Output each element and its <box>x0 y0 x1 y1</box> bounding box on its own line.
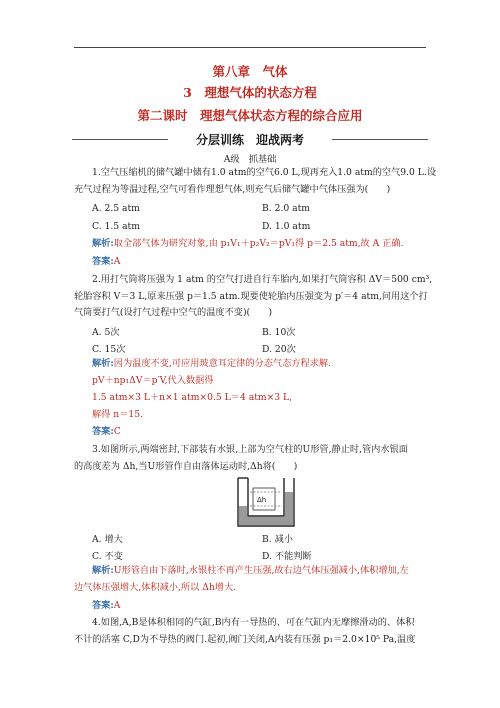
delta-h-label: Δh <box>257 496 267 504</box>
q3-option-d: D. 不能判断 <box>262 551 312 562</box>
q3-option-b: B. 减小 <box>262 534 293 545</box>
q1-answer-value: A <box>113 256 121 267</box>
q3-option-c: C. 不变 <box>92 551 123 562</box>
mercury-bottom <box>239 517 294 526</box>
q3-analysis-cont: 边气体压强增大,体积减小,所以 Δh增大. <box>74 582 237 593</box>
q1-answer-label: 答案: <box>92 256 114 267</box>
q1-option-d: D. 1.0 atm <box>262 221 311 232</box>
q1-option-a: A. 2.5 atm <box>92 203 140 214</box>
mercury-right <box>285 492 294 517</box>
banner-text: 分层训练 迎战两考 <box>195 133 304 147</box>
q1-analysis-label: 解析: <box>92 238 114 249</box>
q2-calc: 1.5 atm×3 L＋n×1 atm×0.5 L＝4 atm×3 L, <box>92 392 293 403</box>
q2-line2: 轮胎容积 V＝3 L,原来压强 p＝1.5 atm.现要使轮胎内压强变为 p′＝4 atm,问用这个打 <box>74 291 428 302</box>
q3-answer <box>92 600 120 612</box>
chapter-title: 第八章 气体 <box>212 64 288 79</box>
q1-line1: 1.空气压缩机的储气罐中储有1.0 atm的空气6.0 L,现再充入1.0 atm的空气9.0 L.设 <box>92 167 437 178</box>
q2-analysis <box>92 358 331 370</box>
top-rule <box>74 47 426 48</box>
q2-answer-label: 答案: <box>92 426 114 437</box>
q2-answer <box>92 426 121 438</box>
q3-line1: 3.如图所示,两端密封,下部装有水银,上部为空气柱的U形管,静止时,管内水银面 <box>92 444 408 455</box>
q2-option-d: D. 20次 <box>262 344 296 355</box>
q2-analysis-text: 因为温度不变,可应用玻意耳定律的分态气态方程求解. <box>113 358 331 369</box>
q3-option-a: A. 增大 <box>92 534 123 545</box>
q2-option-a: A. 5次 <box>92 327 120 338</box>
u-tube-figure <box>236 476 296 528</box>
banner <box>72 131 428 147</box>
q2-option-c: C. 15次 <box>92 344 126 355</box>
q2-analysis-label: 解析: <box>92 358 114 369</box>
q1-analysis-text: 取全部气体为研究对象,由 p₁V₁＋p₂V₂＝pV₁得 p＝2.5 atm,故 A 正确. <box>113 238 404 249</box>
section-title: 3 理想气体的状态方程 <box>183 85 317 100</box>
q3-answer-label: 答案: <box>92 600 114 611</box>
q1-answer <box>92 256 120 268</box>
q2-formula: pV＋np₁ΔV＝p′V,代入数据得 <box>92 375 214 386</box>
q2-line1: 2.用打气筒将压强为 1 atm 的空气打进自行车胎内,如果打气筒容积 ΔV＝500 cm³, <box>92 274 433 285</box>
q1-option-c: C. 1.5 atm <box>92 221 140 232</box>
q2-line3: 气筒要打气(设打气过程中空气的温度不变)( ) <box>74 307 273 318</box>
mercury-left <box>239 506 248 517</box>
lesson-title: 第二课时 理想气体状态方程的综合应用 <box>137 108 363 123</box>
banner-rule-right <box>332 139 428 140</box>
q3-analysis-label: 解析: <box>92 565 114 576</box>
q4-line2: 不计的活塞 C,D为不导热的阀门.起初,阀门关闭,A内装有压强 p₁＝2.0×10⁵ Pa,温度 <box>74 634 416 645</box>
q2-answer-value: C <box>113 426 121 437</box>
q2-solve: 解得 n＝15. <box>92 409 144 420</box>
q3-analysis <box>92 565 409 577</box>
q1-option-b: B. 2.0 atm <box>262 203 311 214</box>
q3-analysis-text: U形管自由下落时,水银柱不再产生压强,故右边气体压强减小,体积增加,左 <box>113 565 409 576</box>
q1-line2: 充气过程为等温过程,空气可看作理想气体,则充气后储气罐中气体压强为( ) <box>74 184 391 195</box>
q1-analysis <box>92 238 404 250</box>
q3-answer-value: A <box>113 600 121 611</box>
q2-option-b: B. 10次 <box>262 327 296 338</box>
q4-line1: 4.如图,A,B是体积相同的气缸,B内有一导热的、可在气缸内无摩擦滑动的、体积 <box>92 617 415 628</box>
level-heading: A级 抓基础 <box>223 154 277 165</box>
q3-line2: 的高度差为 Δh,当U形管作自由落体运动时,Δh将( ) <box>74 461 298 472</box>
